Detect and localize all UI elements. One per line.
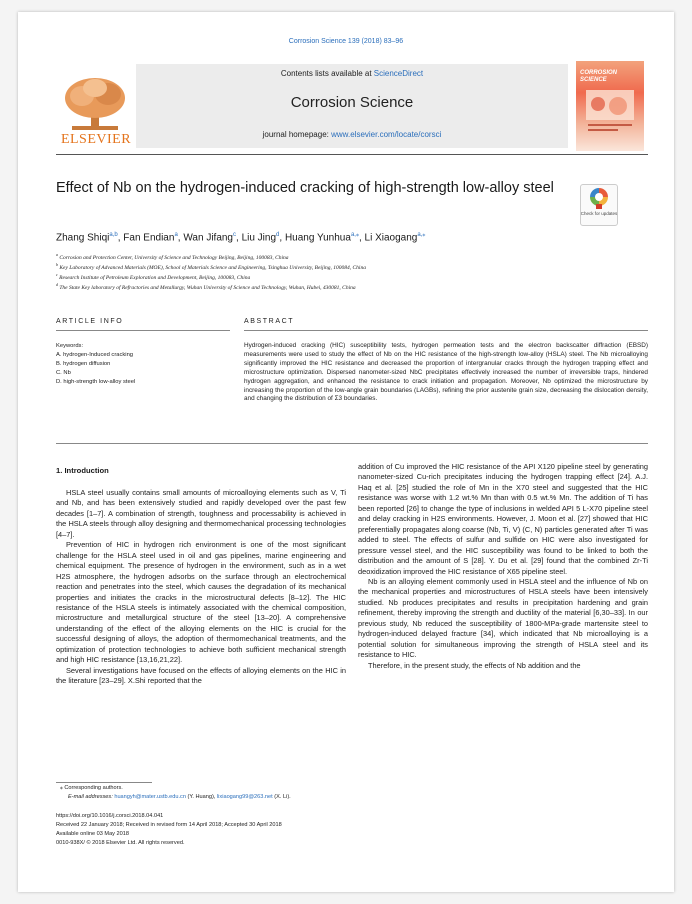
check-for-updates-label: Check for updates [580, 211, 618, 216]
body-paragraph: Therefore, in the present study, the effects of Nb addition and the [368, 660, 581, 670]
email-link[interactable]: huangyh@mater.ustb.edu.cn [114, 794, 186, 800]
keyword-item: D. high-strength low-alloy steel [56, 379, 136, 385]
affiliation-text: Corrosion and Protection Center, University of Science and Technology Beijing, Beijing, 100083, China [59, 254, 289, 261]
author-name[interactable]: Li Xiaogang [364, 232, 418, 244]
article-page [18, 12, 674, 892]
abstract-rule [244, 330, 648, 331]
header-rule [56, 154, 648, 155]
author-sup: a [174, 232, 178, 238]
affiliation [56, 272, 636, 281]
footnote-rule [56, 782, 152, 783]
author-name[interactable]: Wan Jifang [183, 232, 233, 244]
body-paragraph: addition of Cu improved the HIC resistance of the API X120 pipeline steel by generating nanometer-sized Cu-rich precipitates inducing the hydrogen trapping effect [24]. A.J. Haq et al. [25] studied the role of Mn in the X70 steel and suggested that the HIC resistance was worse with 1.2 wt.% Mn than with 0.5 wt.% Mn. The addition of Ti has been reported [26] to change the type of inclusions in welded API 5 L-X70 pipeline steel and delay cracking in H2S environments. However, J. Moon et al. [27] showed that HIC preferentially propagates along coarse (Nb, Ti, V) (C, N) particles generated after Ti was added to steel. The effects of sulfur and sulfide on HIC were also investigated for pressure vessel steel, and the HIC susceptibility was found to be linked to both the distribution and the amount of S [28]. Y. Du et al. [29] found that the combined Zr-Ti deoxidization improved the HIC resistance of X65 pipeline steel. [358, 462, 648, 576]
author-name[interactable]: Fan Endian [123, 232, 175, 244]
article-info-heading: ARTICLE INFO [56, 318, 124, 325]
body-paragraph: HSLA steel usually contains small amounts of microalloying elements such as V, Ti and Nb, and has been extensively studied and rapidly developed over the past few decades [1–7]. A combination of strength, toughness and processability is achieved in the HSLA steels through alloy designing and thermomechanical processing technologies [4–7]. [56, 488, 346, 539]
author-name[interactable]: Huang Yunhua [284, 232, 351, 244]
email-label: E-mail addresses: [68, 794, 115, 800]
affiliation [56, 252, 636, 261]
email-line [68, 793, 648, 801]
check-for-updates-icon [589, 187, 609, 209]
affiliation-text: The State Key laboratory of Refractories and Metallurgy, Wuhan University of Science and Technology, Wuhan, Hubei, 430081, China [59, 284, 356, 291]
doi-link[interactable]: https://doi.org/10.1016/j.corsci.2018.04.041 [56, 813, 164, 819]
keyword-item: A. hydrogen-Induced cracking [56, 352, 134, 358]
journal-title: Corrosion Science [290, 94, 414, 111]
author-list: Zhang Shiqi$^{a,b}$, Fan Endian$^a$, Wan Jifang$^c$, Liu Jing$^d$, Huang Yunhua$^{a,⁎}$, Li Xiaogang$^{a,⁎}$ [56, 232, 426, 244]
affiliation-sup: c [56, 272, 58, 277]
cover-figure-graphic [584, 88, 636, 140]
copyright-line: 0010-938X/ © 2018 Elsevier Ltd. All rights reserved. [56, 840, 185, 846]
author-sup: a,⁎ [417, 232, 426, 238]
keyword-item: C. Nb [56, 370, 71, 376]
author-sup: a,⁎ [350, 232, 359, 238]
author-name[interactable]: Liu Jing [241, 232, 277, 244]
contents-prefix: Contents lists available at [280, 69, 374, 78]
author-sup: d [276, 232, 280, 238]
available-online: Available online 03 May 2018 [56, 831, 129, 837]
affiliation-text: Research Institute of Petroleum Exploration and Development, Beijing, 100083, China [59, 274, 251, 281]
affiliation [56, 282, 636, 291]
author-sup: a,b [109, 232, 118, 238]
elsevier-wordmark: ELSEVIER [60, 132, 132, 147]
corresponding-note: ⁎ Corresponding authors. [60, 785, 123, 791]
body-right-column [358, 462, 648, 671]
affiliation-sup: d [56, 282, 58, 287]
author-sup: c [233, 232, 236, 238]
cover-title-text: CORROSION SCIENCE [580, 70, 618, 83]
email-owner: (Y. Huang), [185, 794, 217, 800]
journal-reference-link[interactable]: Corrosion Science 139 (2018) 83–96 [288, 38, 404, 45]
homepage-prefix: journal homepage: [262, 130, 332, 139]
body-paragraph: Nb is an alloying element commonly used in HSLA steel and the influence of Nb on the mechanical properties and microstructures of HSLA steels have been intensively studied. Nb produces precipitates and results in precipitation hardening and grain refinement, thereby improving the strength and ductility of the material [6,30–33]. In our previous study, Nb reduced the susceptibility of 1800-MPa-grade martensite steel to hydrogen-induced delayed fracture [34], which indicated that Nb microalloying is a potential solution for simultaneous improving the strength of HSLA steel and its resistance to HIC. [358, 576, 648, 660]
abstract-heading: ABSTRACT [244, 318, 295, 325]
keywords-block [56, 342, 226, 387]
introduction-heading: 1. Introduction [56, 466, 109, 475]
body-paragraph: Several investigations have focused on the effects of alloying elements on the HIC in the literature [23–29]. X.Shi reported that the [56, 665, 346, 686]
author-name[interactable]: Zhang Shiqi [56, 232, 110, 244]
contents-available-line [136, 69, 568, 78]
homepage-link[interactable]: www.elsevier.com/locate/corsci [331, 130, 442, 139]
abstract-text: Hydrogen-induced cracking (HIC) susceptibility tests, hydrogen permeation tests and the electron backscatter diffraction (EBSD) measurements were used to study the effect of Nb on the HIC resistance of the high-strength low-alloy (HSLA) steel. The Nb microalloying significantly improved the HIC resistance and decreased the proportion of intergranular cracks through the hydrogen trapping effect and microstructure optimization. Dispersed nanometer-sized NbC precipitates effectively increased the number of irreversible traps, hindered hydrogen aggregation, and enhanced the resistance to crack initiation and propagation. Moreover, Nb optimized the microstructure by increasing the proportion of the low-angle grain boundaries (LAGBs), refining the prior austenite grain size, decreasing the dislocation density, and changing the distribution of Σ3 boundaries. [244, 342, 648, 403]
affiliation-sup: b [56, 262, 58, 267]
journal-homepage-line [136, 130, 568, 139]
affiliation-text: Key Laboratory of Advanced Materials (MOE), School of Materials Science and Engineering, Tsinghua University, Beijing, 100084, China [59, 264, 366, 271]
article-title: Effect of Nb on the hydrogen-induced cracking of high-strength low-alloy steel [56, 180, 554, 196]
email-owner: (X. Li). [272, 794, 291, 800]
article-info-rule [56, 330, 230, 331]
keyword-item: B. hydrogen diffusion [56, 361, 111, 367]
elsevier-tree-logo [58, 76, 132, 132]
abstract-bottom-rule [56, 443, 648, 444]
sciencedirect-link[interactable]: ScienceDirect [373, 69, 424, 78]
keywords-label: Keywords: [56, 343, 84, 349]
email-link[interactable]: lixiaogang99@263.net [216, 794, 273, 800]
received-dates: Received 22 January 2018; Received in revised form 14 April 2018; Accepted 30 April 2018 [56, 822, 282, 828]
affiliation-sup: a [56, 252, 58, 257]
body-left-column [56, 488, 346, 687]
body-paragraph: Prevention of HIC in hydrogen rich environment is one of the most significant challenge for the HSLA steel used in oil and gas pipelines, marine engineering and chemical equipment. The presence of hydrogen in the environment, such as in a wet H2S atmosphere, the hydrogen adsorbs on the surface through an electrochemical reaction and penetrates into the steel, which causes the degradation of its mechanical properties and initiates the cracks in the microstructural defects [8–12]. The HIC resistance of the HSLA steels is intimately associated with the chemical composition, microstructure and metallurgical structure of the steel [13–20]. A comprehensive understanding of the effect of the alloying elements on the HIC is crucial for the successful designing of alloys, the adoption of thermomechanical treatments, and the optimization of protection technologies to achieve both sufficient mechanical strength and high HIC resistance [13,16,21,22]. [56, 540, 346, 665]
affiliation [56, 262, 636, 271]
